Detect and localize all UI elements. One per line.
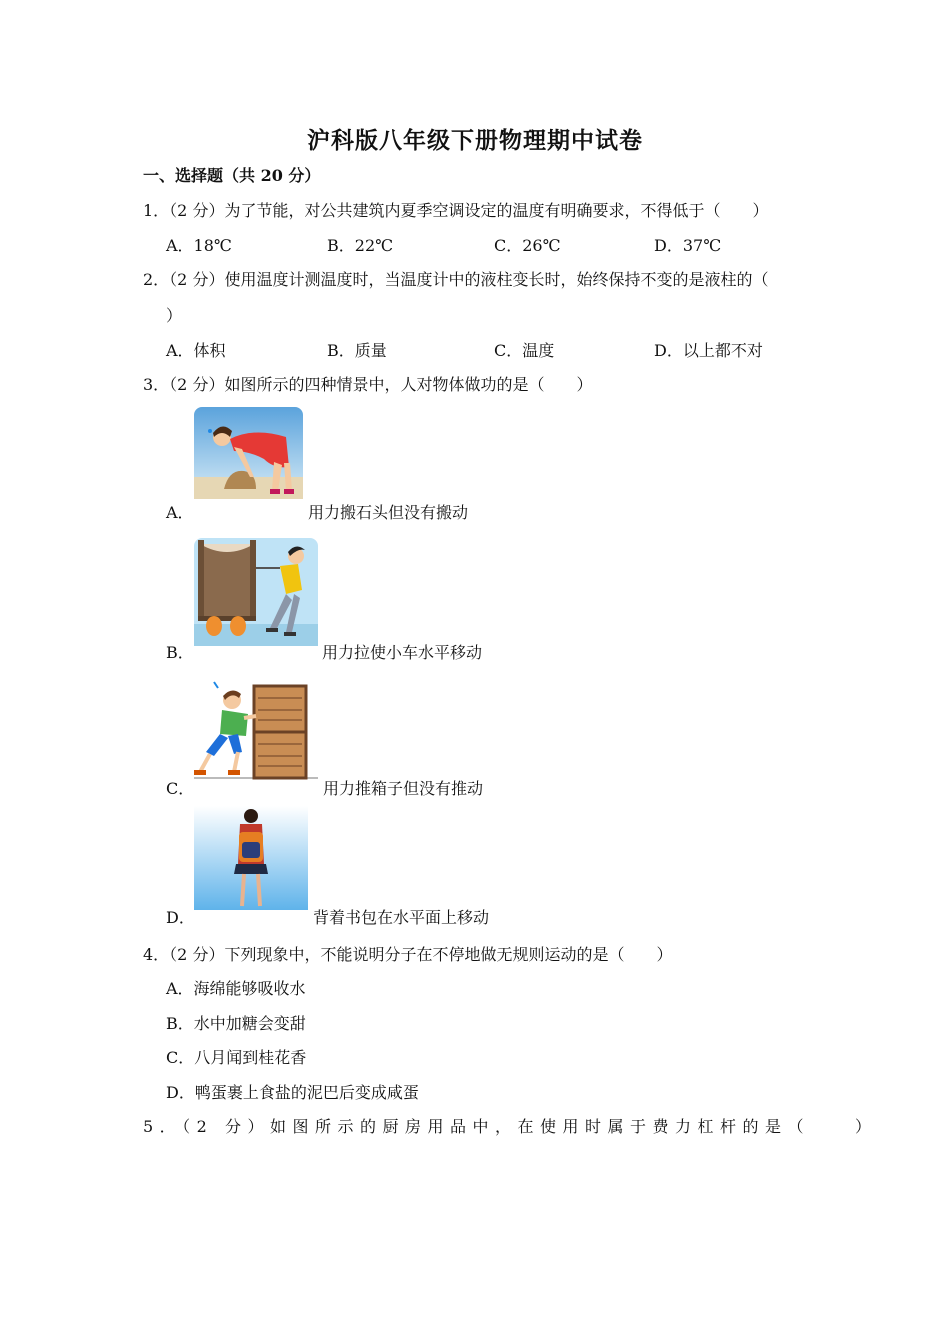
question-4-option-b: B．水中加糖会变甜 [166,1014,306,1033]
question-1-stem: 1．（2 分）为了节能，对公共建筑内夏季空调设定的温度有明确要求，不得低于（ ） [143,201,769,220]
question-4-option-c: C．八月闻到桂花香 [166,1048,307,1067]
question-1-option-d: D．37℃ [654,236,722,255]
question-4-stem: 4．（2 分）下列现象中，不能说明分子在不停地做无规则运动的是（ ） [143,945,673,964]
question-5-stem: 5．（2 分）如图所示的厨房用品中，在使用时属于费力杠杆的是（ ） [143,1117,878,1136]
question-3-option-d-letter: D． [166,908,195,927]
section-heading: 一、选择题（共 20 分） [143,166,321,185]
question-1-option-b: B．22℃ [327,236,394,255]
question-2-option-a: A．体积 [166,341,226,360]
question-3-option-b-letter: B． [166,643,194,662]
figure-pushing-boxes [194,674,318,784]
question-3-stem: 3．（2 分）如图所示的四种情景中，人对物体做功的是（ ） [143,375,593,394]
figure-backpack-walking [194,806,308,910]
question-4-option-a: A．海绵能够吸收水 [166,979,306,998]
figure-pulling-cart [194,538,318,646]
question-2-option-c: C．温度 [494,341,555,360]
question-2-option-b: B．质量 [327,341,387,360]
question-2-option-d: D．以上都不对 [654,341,763,360]
question-3-option-d-text: 背着书包在水平面上移动 [313,908,490,927]
question-1-option-c: C．26℃ [494,236,561,255]
question-3-option-c-letter: C． [166,779,195,798]
question-3-option-b-text: 用力拉使小车水平移动 [322,643,483,662]
question-2-stem-cont: ） [166,306,183,325]
question-4-option-d: D．鸭蛋裹上食盐的泥巴后变成咸蛋 [166,1083,419,1102]
question-3-option-a-letter: A． [166,503,194,522]
question-3-option-a-text: 用力搬石头但没有搬动 [308,503,469,522]
question-2-stem: 2．（2 分）使用温度计测温度时，当温度计中的液柱变长时，始终保持不变的是液柱的（ [143,270,769,289]
page-title: 沪科版八年级下册物理期中试卷 [307,127,643,154]
figure-lifting-stone [194,407,303,499]
question-3-option-c-text: 用力推箱子但没有推动 [323,779,484,798]
question-1-option-a: A．18℃ [166,236,232,255]
